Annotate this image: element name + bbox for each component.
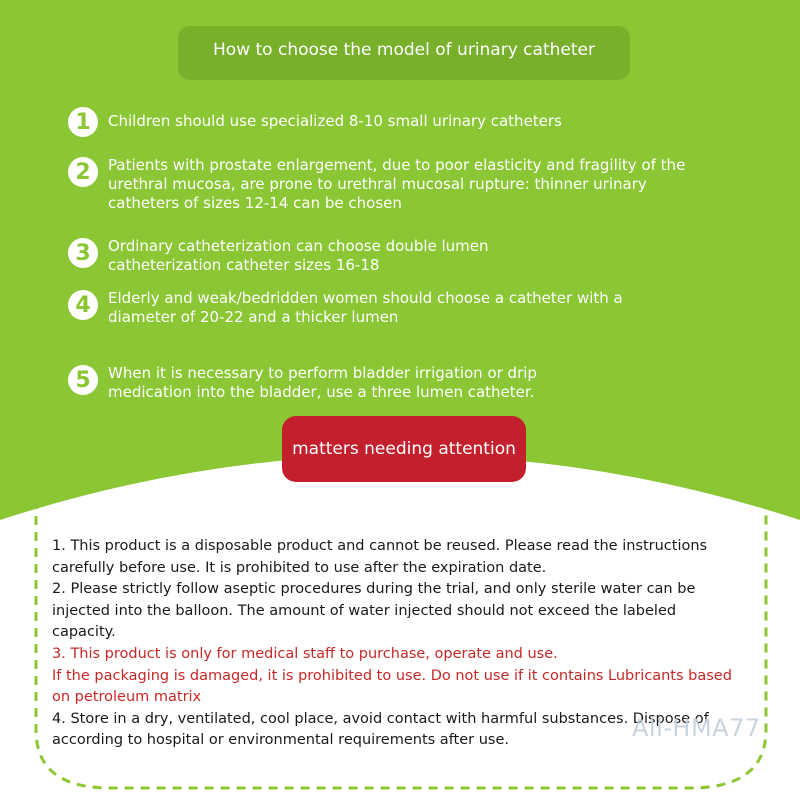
step-text-1: Children should use specialized 8-10 small urinary catheters bbox=[108, 112, 562, 130]
step-text-2: Patients with prostate enlargement, due to poor elasticity and fragility of the urethral mucosa, are prone to urethral mucosal rupture: thinner urinary catheters of sizes 12-14 can be chosen bbox=[108, 156, 686, 212]
note-3-warning: 3. This product is only for medical staff to purchase, operate and use. bbox=[52, 645, 558, 662]
step-number-1: 1 bbox=[68, 107, 98, 137]
step-4 bbox=[68, 289, 758, 327]
watermark: All-HMA77 bbox=[632, 714, 761, 742]
step-3 bbox=[68, 237, 758, 275]
step-number-2: 2 bbox=[68, 157, 98, 187]
step-number-5: 5 bbox=[68, 365, 98, 395]
note-4: 4. Store in a dry, ventilated, cool place, avoid contact with harmful substances. Dispose of according to hospital or environmental requirements after use. bbox=[52, 710, 709, 749]
step-1 bbox=[68, 106, 758, 137]
note-1: 1. This product is a disposable product and cannot be reused. Please read the instructions carefully before use. It is prohibited to use after the expiration date. bbox=[52, 538, 708, 576]
header-title: How to choose the model of urinary catheter bbox=[178, 26, 630, 80]
note-2: 2. Please strictly follow aseptic procedures during the trial, and only sterile water can be injected into the balloon. The amount of water injected should not exceed the labeled capacity. bbox=[52, 581, 696, 641]
step-number-3: 3 bbox=[68, 238, 98, 268]
step-text-4: Elderly and weak/bedridden women should choose a catheter with a diameter of 20-22 and a thicker lumen bbox=[108, 289, 623, 326]
step-5 bbox=[68, 364, 758, 402]
note-3-packaging-warning: If the packaging is damaged, it is prohibited to use. Do not use if it contains Lubricants based on petroleum matrix bbox=[52, 667, 732, 706]
attention-title: matters needing attention bbox=[282, 416, 526, 482]
step-number-4: 4 bbox=[68, 290, 98, 320]
step-2 bbox=[68, 156, 758, 213]
step-text-5: When it is necessary to perform bladder irrigation or drip medication into the bladder, use a three lumen catheter. bbox=[108, 364, 537, 401]
notes-section bbox=[52, 536, 732, 752]
step-text-3: Ordinary catheterization can choose double lumen catheterization catheter sizes 16-18 bbox=[108, 237, 489, 274]
